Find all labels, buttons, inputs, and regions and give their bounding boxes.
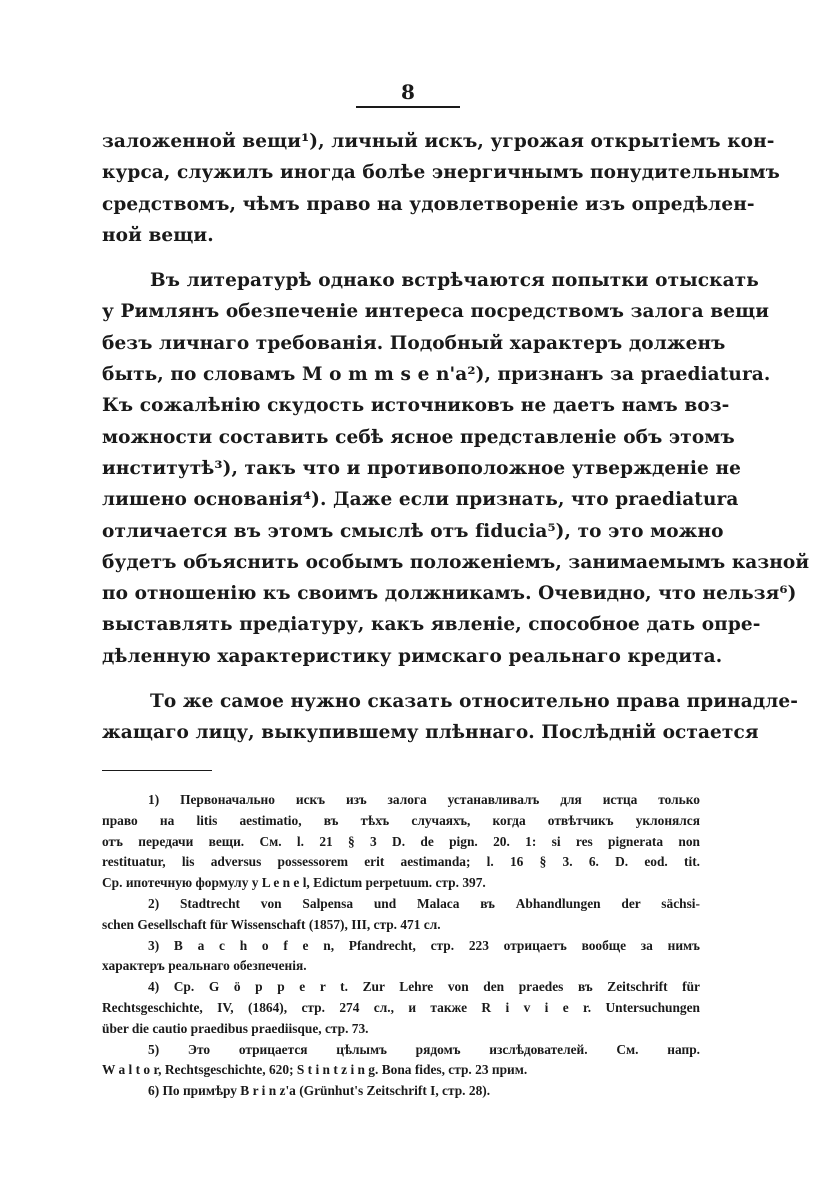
text-line: курса, служилъ иногда болѣе энергичнымъ понудительнымъ — [102, 162, 780, 184]
footnote-4 — [102, 977, 700, 1039]
footnote-line: restituatur, lis adversus possessorem erit aestimanda; l. 16 § 3. 6. D. eod. tit. — [102, 854, 700, 870]
footnote-line: отъ передачи вещи. См. l. 21 § 3 D. de pign. 20. 1: si res pignerata non — [102, 833, 700, 849]
text-line: заложенной вещи¹), личный искъ, угрожая открытіемъ кон- — [102, 131, 775, 152]
footnotes — [102, 790, 700, 1102]
paragraph — [102, 265, 810, 672]
footnote-2 — [102, 894, 700, 936]
footnote-line: 4) Ср. G ö p p e r t. Zur Lehre von den praedes въ Zeitschrift für — [148, 979, 700, 995]
footnote-line: über die cautio praedibus praediisque, стр. 73. — [102, 1020, 369, 1036]
text-line: ной вещи. — [102, 224, 214, 246]
page-number: 8 — [401, 80, 415, 104]
paragraph — [102, 126, 780, 251]
text-line: средствомъ, чѣмъ право на удовлетвореніе изъ опредѣлен- — [102, 193, 755, 215]
footnote-line: W a l t o r, Rechtsgeschichte, 620; S t i n t z i n g. Bona fides, стр. 23 прим. — [102, 1062, 528, 1078]
footnote-line: 1) Первоначально искъ изъ залога устанавливалъ для истца только — [148, 792, 700, 807]
text-line: по отношенію къ своимъ должникамъ. Очевидно, что нельзя⁶) — [102, 583, 797, 605]
footnote-line: 5) Это отрицается цѣлымъ рядомъ изслѣдователей. См. напр. — [148, 1041, 700, 1057]
footnote-line: характеръ реальнаго обезпеченія. — [102, 958, 307, 974]
main-text — [102, 126, 810, 749]
footnote-1 — [102, 790, 700, 894]
footnote-6 — [102, 1081, 700, 1102]
text-line: Къ сожалѣнію скудость источниковъ не даетъ намъ воз- — [102, 395, 730, 417]
footnote-line: право на litis aestimatio, въ тѣхъ случаяхъ, когда отвѣтчикъ уклонялся — [102, 812, 700, 828]
text-line: у Римлянъ обезпеченіе интереса посредствомъ залога вещи — [102, 301, 770, 323]
footnote-line: 2) Stadtrecht von Salpensa und Malaca въ Abhandlungen der sächsi- — [148, 895, 700, 911]
footnote-5 — [102, 1040, 700, 1082]
footnote-line: schen Gesellschaft für Wissenschaft (1857), III, стр. 471 сл. — [102, 916, 441, 932]
footnote-separator — [102, 770, 212, 771]
text-line: отличается въ этомъ смыслѣ отъ fiducia⁵), то это можно — [102, 520, 724, 542]
text-line: быть, по словамъ M o m m s e n'a²), признанъ за praediatura. — [102, 364, 771, 386]
footnote-line: Ср. ипотечную формулу у L e n e l, Edictum perpetuum. стр. 397. — [102, 875, 486, 891]
text-line: жащаго лицу, выкупившему плѣннаго. Послѣдній остается — [102, 722, 759, 744]
text-line: будетъ объяснить особымъ положеніемъ, занимаемымъ казной — [102, 551, 810, 573]
text-line: можности составить себѣ ясное представленіе объ этомъ — [102, 426, 735, 448]
text-line: лишено основанія⁴). Даже если признать, что praediatura — [102, 489, 739, 511]
footnote-line: 6) По примѣру B r i n z'a (Grünhut's Zeitschrift I, стр. 28). — [148, 1083, 491, 1099]
text-line: безъ личнаго требованія. Подобный характеръ долженъ — [102, 332, 726, 354]
footnote-line: 3) B a c h o f e n, Pfandrecht, стр. 223 отрицаетъ вообще за нимъ — [148, 937, 700, 953]
text-line: институтѣ³), такъ что и противоположное утвержденіе не — [102, 457, 741, 479]
header-rule — [356, 106, 460, 108]
paragraph — [102, 686, 799, 749]
text-line: выставлять предіатуру, какъ явленіе, способное дать опре- — [102, 614, 761, 636]
text-line: дѣленную характеристику римскаго реальнаго кредита. — [102, 645, 723, 667]
text-line: То же самое нужно сказать относительно права принадле- — [150, 691, 799, 713]
footnote-3 — [102, 936, 700, 978]
footnote-line: Rechtsgeschichte, IV, (1864), стр. 274 сл., и также R i v i e r. Untersuchungen — [102, 999, 700, 1015]
text-line: Въ литературѣ однако встрѣчаются попытки отыскать — [150, 270, 759, 292]
